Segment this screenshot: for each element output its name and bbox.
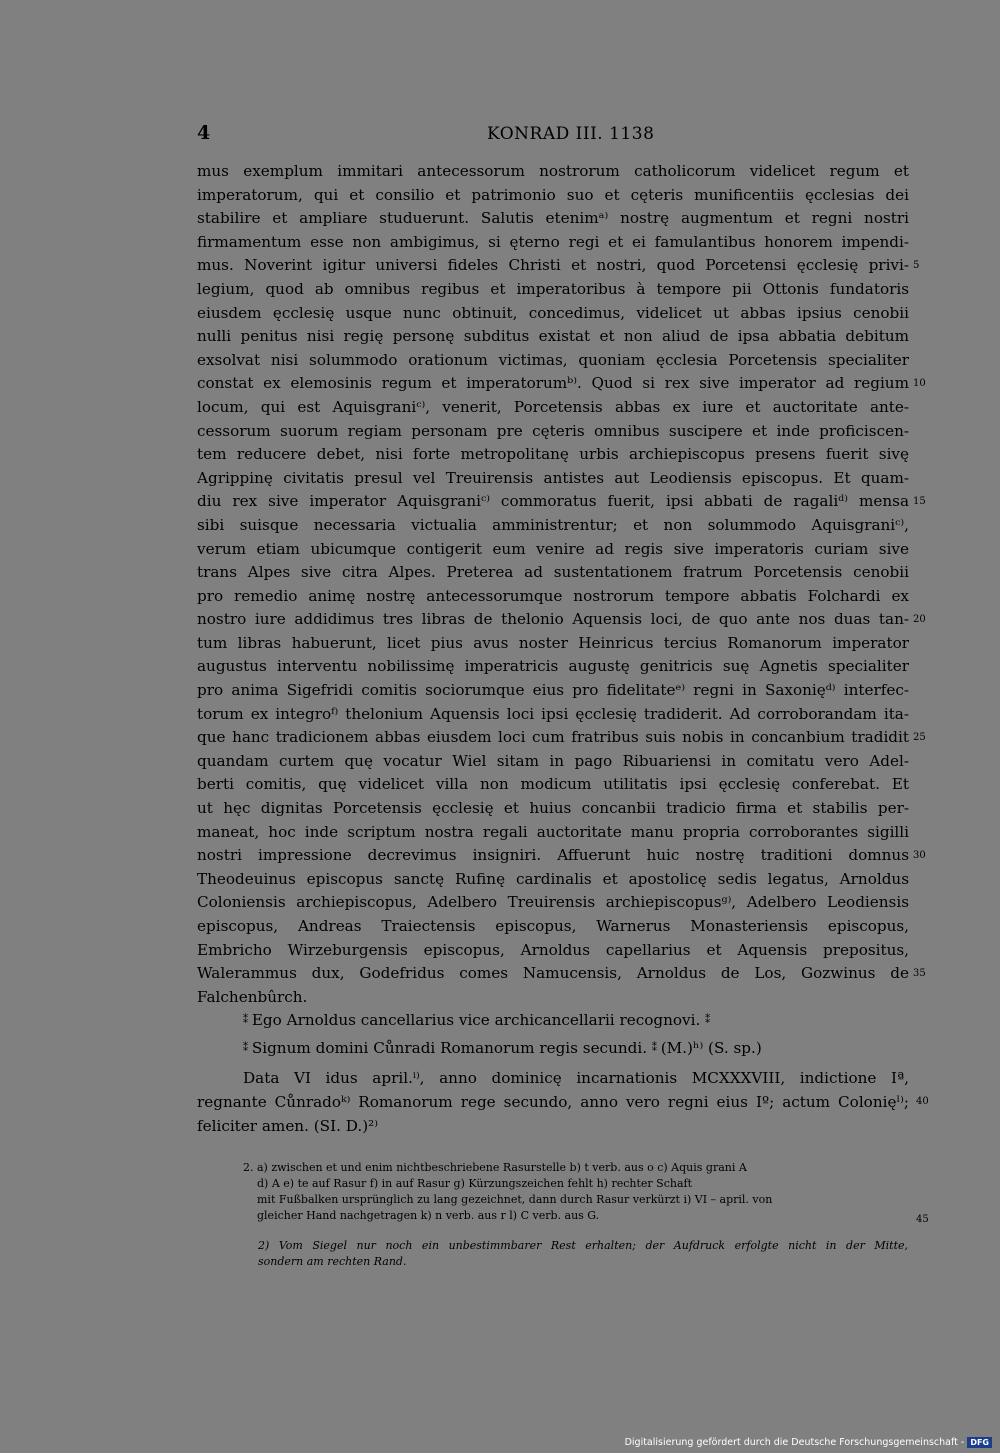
chrismon-mark: ⁑ [705,1015,710,1026]
text-line: maneat, hoc inde scriptum nostra regali auctoritate manu propria corroborantes sigilli [197,822,909,841]
text-line: pro anima Sigefridi comitis sociorumque eius pro fidelitateᵉ⁾ regni in Saxonięᵈ⁾ interfec- [197,681,909,700]
text-line: constat ex elemosinis regum et imperatorumᵇ⁾. Quod si rex sive imperator ad regium [197,374,909,393]
text-line: ut hęc dignitas Porcetensis ęcclesię et huius concanbii tradicio firma et stabilis per- [197,799,909,818]
text-line: stabilire et ampliare studuerunt. Salutis etenimᵃ⁾ nostrę augmentum et regni nostri [197,209,909,228]
footnote-line: sondern am rechten Rand. [258,1255,407,1268]
text-line: berti comitis, quę videlicet villa non modicum utilitatis ipsi ęcclesię conferebat. Et [197,775,909,794]
line-number: 25 [913,732,926,744]
text-line: verum etiam ubicumque contigerit eum venire ad regis sive imperatoris curiam sive [197,539,909,558]
line-number: 20 [913,614,926,626]
line-number: 30 [913,850,926,862]
dfg-logo: DFG [967,1437,992,1448]
text-line: imperatorum, qui et consilio et patrimonio suo et cęteris munificentiis ęcclesias dei [197,185,909,204]
datum-block [197,1066,909,1138]
variant-note-line: 2. a) zwischen et und enim nichtbeschriebene Rasurstelle b) t verb. aus o c) Aquis grani A [243,1161,747,1174]
text-line: cessorum suorum regiam personam pre cęteris omnibus suscipere et inde proficiscen- [197,421,909,440]
text-line: que hanc tradicionem abbas eiusdem loci cum fratribus suis nobis in concanbium tradidit [197,728,909,747]
datum-line: regnante Cůnradoᵏ⁾ Romanorum rege secundo, anno vero regni eius Iº; actum Colonięˡ⁾; [197,1093,909,1111]
page-header [197,122,907,146]
text-line: torum ex integroᶠ⁾ thelonium Aquensis loci ipsi ęcclesię tradiderit. Ad corroborandam ita- [197,704,909,723]
line-number: 10 [913,378,926,390]
text-line: pro remedio animę nostrę antecessorumque nostrorum tempore abbatis Folchardi ex [197,586,909,605]
text-line: exsolvat nisi solummodo orationum victimas, quoniam ęcclesia Porcetensis specialiter [197,350,909,369]
datum-line: feliciter amen. (SI. D.)²⁾ [197,1117,378,1135]
signum-marks: (M.)ʰ⁾ (S. sp.) [660,1039,762,1057]
recognition-line [243,1008,709,1032]
text-line: Falchenbûrch. [197,987,308,1006]
text-line: locum, qui est Aquisgraniᶜ⁾, venerit, Porcetensis abbas ex iure et auctoritate ante- [197,397,909,416]
text-line: mus. Noverint igitur universi fideles Christi et nostri, quod Porcetensi ęcclesię privi- [197,256,909,275]
variant-note-line: gleicher Hand nachgetragen k) n verb. aus r l) C verb. aus G. [257,1209,600,1222]
variant-notes [243,1160,908,1224]
text-line: firmamentum esse non ambigimus, si ęterno regi et ei famulantibus honorem impendi- [197,232,909,251]
signum-line [243,1036,762,1060]
line-number: 45 [916,1214,929,1225]
text-line: legium, quod ab omnibus regibus et imperatoribus à tempore pii Ottonis fundatoris [197,279,909,298]
recognition-text: Ego Arnoldus cancellarius vice archicancellarii recognovi. [251,1011,701,1029]
text-line: eiusdem ęcclesię usque nunc obtinuit, concedimus, videlicet ut abbas ipsius cenobii [197,303,909,322]
text-line: episcopus, Andreas Traiectensis episcopus, Warnerus Monasteriensis episcopus, [197,917,909,935]
text-line: augustus interventu nobilissimę imperatricis augustę genitricis suę Agnetis specialiter [197,657,909,676]
text-line: sibi suisque necessaria victualia amministrentur; et non solummodo Aquisgraniᶜ⁾, [197,515,909,534]
text-line: Theodeuinus episcopus sanctę Rufinę cardinalis et apostolicę sedis legatus, Arnoldus [197,869,909,888]
text-line: tum libras habuerunt, licet pius avus noster Heinricus tercius Romanorum imperator [197,633,909,652]
text-line: Coloniensis archiepiscopus, Adelbero Treuirensis archiepiscopusᵍ⁾, Adelbero Leodiensis [197,893,909,912]
line-number: 40 [916,1096,929,1107]
text-line: tem reducere debet, nisi forte metropolitanę urbis archiepiscopus presens fuerit sivę [197,445,909,464]
page-title: KONRAD III. 1138 [487,124,655,144]
banner-text: Digitalisierung gefördert durch die Deutsche Forschungsgemeinschaft - [624,1437,965,1448]
text-line: diu rex sive imperator Aquisgraniᶜ⁾ commoratus fuerit, ipsi abbati de ragaliᵈ⁾ mensa [197,492,909,511]
dfg-banner [625,1436,992,1449]
text-line: nostri impressione decrevimus insigniri. Affuerunt huic nostrę traditioni domnus [197,846,909,865]
signum-text: Signum domini Cůnradi Romanorum regis secundi. [251,1039,648,1057]
datum-line: Data VI idus april.ⁱ⁾, anno dominicę incarnationis MCXXXVIII, indictione Iª, [243,1069,909,1087]
text-line: nulli penitus nisi regię personę subditus existat et non aliud de ipsa abbatia debitum [197,327,909,346]
text-line: trans Alpes sive citra Alpes. Preterea ad sustentationem fratrum Porcetensis cenobii [197,563,909,582]
variant-note-line: mit Fußbalken ursprünglich zu lang gezeichnet, dann durch Rasur verkürzt i) VI – april. von [257,1193,773,1206]
chrismon-mark: ⁑ [243,1015,247,1026]
text-line: mus exemplum immitari antecessorum nostrorum catholicorum videlicet regum et [197,162,909,180]
text-line: nostro iure addidimus tres libras de thelonio Aquensis loci, de quo ante nos duas tan- [197,610,909,629]
line-number: 15 [913,496,926,508]
line-number: 35 [913,968,926,980]
charter-text [197,160,909,1009]
text-line: Embricho Wirzeburgensis episcopus, Arnoldus capellarius et Aquensis prepositus, [197,940,909,959]
monogram-mark: ⁑ [651,1043,656,1054]
text-line: quandam curtem quę vocatur Wiel sitam in pago Ribuariensi in comitatu vero Adel- [197,751,909,770]
footnote-line: 2) Vom Siegel nur noch ein unbestimmbarer Rest erhalten; der Aufdruck erfolgte nicht in der Mitte, [258,1239,908,1252]
line-number: 5 [913,260,920,272]
page-number: 4 [197,122,211,144]
variant-note-line: d) A e) te auf Rasur f) in auf Rasur g) Kürzungszeichen fehlt h) rechter Schaft [257,1177,692,1190]
chrismon-mark: ⁑ [243,1043,247,1054]
footnote [258,1238,908,1270]
text-line: Walerammus dux, Godefridus comes Namucensis, Arnoldus de Los, Gozwinus de [197,964,909,983]
text-line: Agrippinę civitatis presul vel Treuirensis antistes aut Leodiensis episcopus. Et quam- [197,468,909,487]
